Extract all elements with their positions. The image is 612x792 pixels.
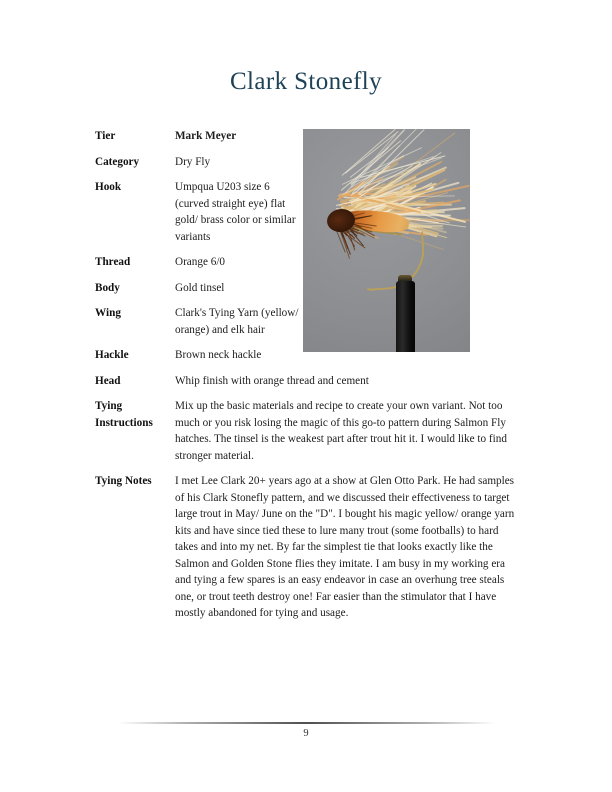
row-value-hackle: Brown neck hackle bbox=[175, 349, 262, 361]
table-row bbox=[95, 398, 515, 464]
table-row bbox=[95, 473, 515, 622]
fly-photograph bbox=[303, 129, 470, 352]
row-value-hook: Umpqua U203 size 6 (curved straight eye) flat gold/ brass color or similar variants bbox=[175, 181, 296, 243]
row-label-hook: Hook bbox=[95, 181, 122, 193]
row-value-tying-instructions: Mix up the basic materials and recipe to create your own variant. Not too much or you risk losing the magic of this go-to pattern during Salmon Fly hatches. The tinsel is the weakest part after trout hit it. I would like to find stronger material. bbox=[175, 400, 507, 462]
row-value-tier: Mark Meyer bbox=[175, 130, 237, 142]
page-number: 9 bbox=[303, 728, 309, 739]
row-label-tier: Tier bbox=[95, 130, 116, 142]
row-label-wing: Wing bbox=[95, 307, 121, 319]
row-value-category: Dry Fly bbox=[175, 155, 211, 168]
row-value-head: Whip finish with orange thread and cement bbox=[175, 374, 369, 387]
row-value-tying-notes: I met Lee Clark 20+ years ago at a show at Glen Otto Park. He had samples of his Clark Stonefly pattern, and we discussed their effectiveness to target large trout in May/ June on the "D". I bought his magic yellow/ orange yarn kits and have since tied these to lure many trout (some footballs) to hard takes and into my net. By far the simplest tie that looks exactly like the Salmon and Golden Stone flies they imitate. I am busy in my working era and tying a few spares is an easy endeavor in case an overhung tree steals one, or trout teeth destroy one! Far easier than the stimulator that I have mostly abandoned for tying and usage. bbox=[175, 475, 515, 619]
row-value-thread: Orange 6/0 bbox=[175, 256, 226, 268]
vise-post bbox=[396, 281, 415, 352]
row-label-tying-notes: Tying Notes bbox=[95, 475, 152, 487]
row-label-thread: Thread bbox=[95, 256, 131, 268]
row-value-body: Gold tinsel bbox=[175, 281, 225, 294]
footer-divider bbox=[118, 722, 495, 724]
row-label-head: Head bbox=[95, 374, 121, 387]
row-label-hackle: Hackle bbox=[95, 349, 129, 361]
page-title: Clark Stonefly bbox=[229, 68, 383, 95]
row-value-wing: Clark's Tying Yarn (yellow/ orange) and elk hair bbox=[175, 307, 299, 336]
row-label-tying-instructions: Tying Instructions bbox=[95, 400, 153, 429]
row-label-body: Body bbox=[95, 281, 120, 294]
table-row bbox=[95, 373, 515, 390]
row-label-category: Category bbox=[95, 155, 140, 168]
